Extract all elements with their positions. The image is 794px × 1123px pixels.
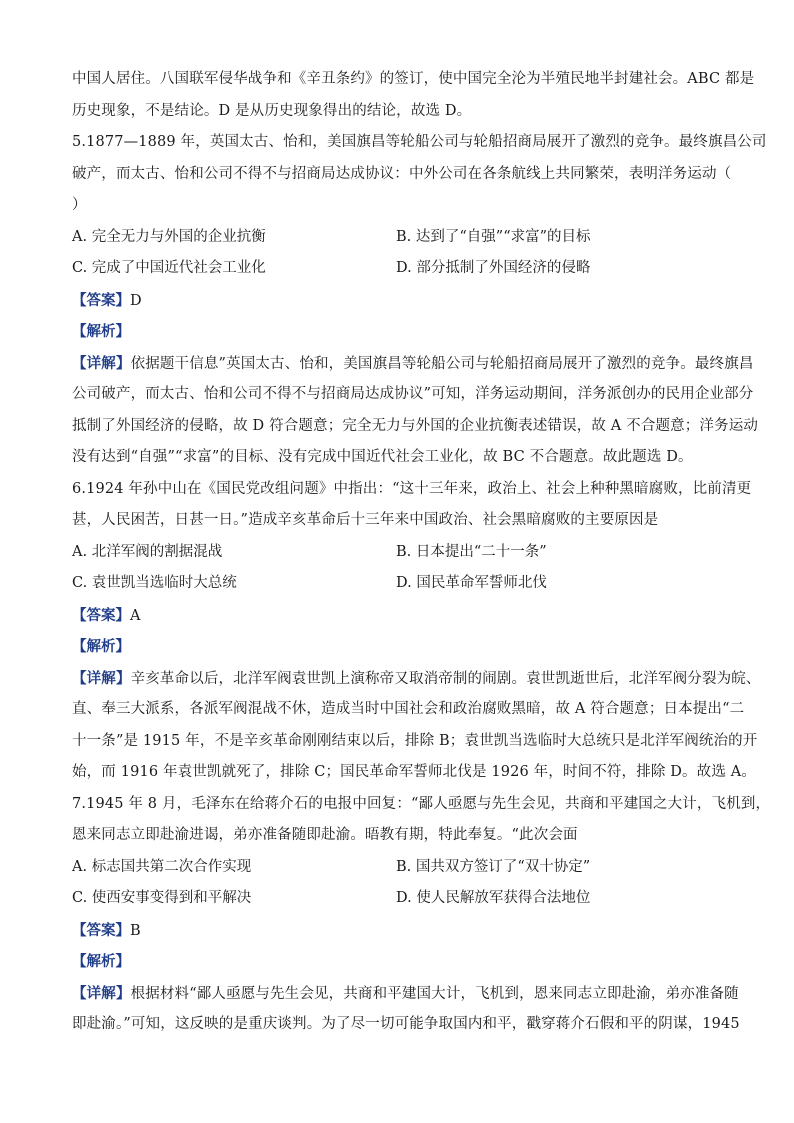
option-d: D. 使人民解放军获得合法地位 (396, 890, 591, 906)
option-a: A. 标志国共第二次合作实现 (72, 858, 252, 875)
option-row (72, 253, 722, 285)
option-row (72, 222, 722, 254)
question-stem: 7.1945 年 8 月，毛泽东在给蒋介石的电报中回复：“鄙人亟愿与先生会见，共商和平建国之大计，飞机到， (72, 795, 771, 812)
detail-tag: 【详解】 (72, 669, 131, 687)
detail-line (72, 663, 761, 695)
document-page (72, 64, 771, 1041)
option-d: D. 部分抵制了外国经济的侵略 (396, 260, 591, 276)
option-b: B. 日本提出“二十一条” (396, 543, 547, 560)
detail-text: 辛亥革命以后，北洋军阀袁世凯上演称帝又取消帝制的闹剧。袁世凯逝世后，北洋军阀分裂为皖、 (130, 670, 761, 687)
detail-line: 没有达到“自强”“求富”的目标、没有完成中国近代社会工业化，故 BC 不合题意。故此题选 D。 (72, 449, 693, 465)
answer-value: A (130, 607, 141, 624)
detail-line: 始，而 1916 年袁世凯就死了，排除 C；国民革命军誓师北伐是 1926 年，时间不符，排除 D。故选 A。 (72, 764, 757, 780)
question-5 (72, 127, 767, 474)
answer-line (72, 600, 722, 632)
detail-line: 即赴渝。”可知，这反映的是重庆谈判。为了尽一切可能争取国内和平，戳穿蒋介石假和平的阴谋，1945 (72, 1016, 740, 1032)
question-6 (72, 474, 761, 789)
question-7 (72, 789, 771, 1041)
question-stem: 6.1924 年孙中山在《国民党改组问题》中指出：“这十三年来，政治上、社会上种种黑暗腐败，比前清更 (72, 480, 752, 497)
option-c: C. 袁世凯当选临时大总统 (72, 575, 237, 591)
detail-text: 根据材料“鄙人亟愿与先生会见，共商和平建国大计，飞机到，恩来同志立即赴渝，弟亦准备随 (130, 985, 739, 1002)
option-row (72, 537, 722, 569)
question-stem: 破产，而太古、怡和公司不得不与招商局达成协议：中外公司在各条航线上共同繁荣，表明洋务运动（ (72, 165, 732, 182)
option-c: C. 使西安事变得到和平解决 (72, 890, 252, 906)
analysis-line (72, 946, 722, 978)
answer-line (72, 285, 722, 317)
option-row (72, 852, 722, 884)
detail-tag: 【详解】 (72, 984, 131, 1002)
option-b: B. 国共双方签订了“双十协定” (396, 858, 591, 875)
answer-tag: 【答案】 (72, 606, 130, 624)
answer-line (72, 915, 722, 947)
answer-tag: 【答案】 (72, 291, 130, 309)
question-stem: 恩来同志立即赴渝进谒，弟亦准备随即赴渝。晤教有期，特此奉复。“此次会面 (72, 827, 578, 843)
detail-line: 公司破产，而太古、怡和公司不得不与招商局达成协议”可知，洋务运动期间，洋务派创办的民用企业部分 (72, 386, 754, 402)
answer-value: B (130, 922, 141, 939)
option-d: D. 国民革命军誓师北伐 (396, 575, 547, 591)
analysis-line (72, 316, 722, 348)
answer-value: D (130, 292, 142, 309)
answer-tag: 【答案】 (72, 921, 130, 939)
analysis-tag: 【解析】 (72, 323, 130, 340)
option-a: A. 完全无力与外国的企业抗衡 (72, 228, 266, 245)
question-stem: ） (72, 197, 87, 213)
option-row (72, 883, 722, 915)
option-c: C. 完成了中国近代社会工业化 (72, 260, 266, 276)
question-stem: 甚，人民困苦，日甚一日。”造成辛亥革命后十三年来中国政治、社会黑暗腐败的主要原因是 (72, 512, 659, 528)
analysis-line (72, 631, 722, 663)
detail-line: 十一条”是 1915 年，不是辛亥革命刚刚结束以后，排除 B；袁世凯当选临时大总统只是北洋军阀统治的开 (72, 732, 758, 749)
analysis-tag: 【解析】 (72, 638, 130, 655)
option-row (72, 568, 722, 600)
detail-text: 依据题干信息”英国太古、怡和，美国旗昌等轮船公司与轮船招商局展开了激烈的竞争。最终旗昌 (130, 355, 754, 372)
option-a: A. 北洋军阀的割据混战 (72, 543, 223, 560)
detail-line: 直、奉三大派系，各派军阀混战不休，造成当时中国社会和政治腐败黑暗，故 A 符合题意；日本提出“二 (72, 701, 745, 717)
question-stem: 5.1877—1889 年，英国太古、怡和，美国旗昌等轮船公司与轮船招商局展开了激烈的竞争。最终旗昌公司 (72, 134, 767, 150)
intro-line: 历史现象，不是结论。D 是从历史现象得出的结论，故选 D。 (72, 102, 472, 119)
option-b: B. 达到了“自强”“求富”的目标 (396, 228, 591, 245)
detail-tag: 【详解】 (72, 354, 131, 372)
detail-line (72, 978, 739, 1010)
detail-line: 抵制了外国经济的侵略，故 D 符合题意；完全无力与外国的企业抗衡表述错误，故 A 不合题意；洋务运动 (72, 417, 759, 434)
detail-line (72, 348, 754, 380)
intro-line: 中国人居住。八国联军侵华战争和《辛丑条约》的签订，使中国完全沦为半殖民地半封建社会。ABC 都是 (72, 71, 755, 87)
analysis-tag: 【解析】 (72, 953, 130, 970)
